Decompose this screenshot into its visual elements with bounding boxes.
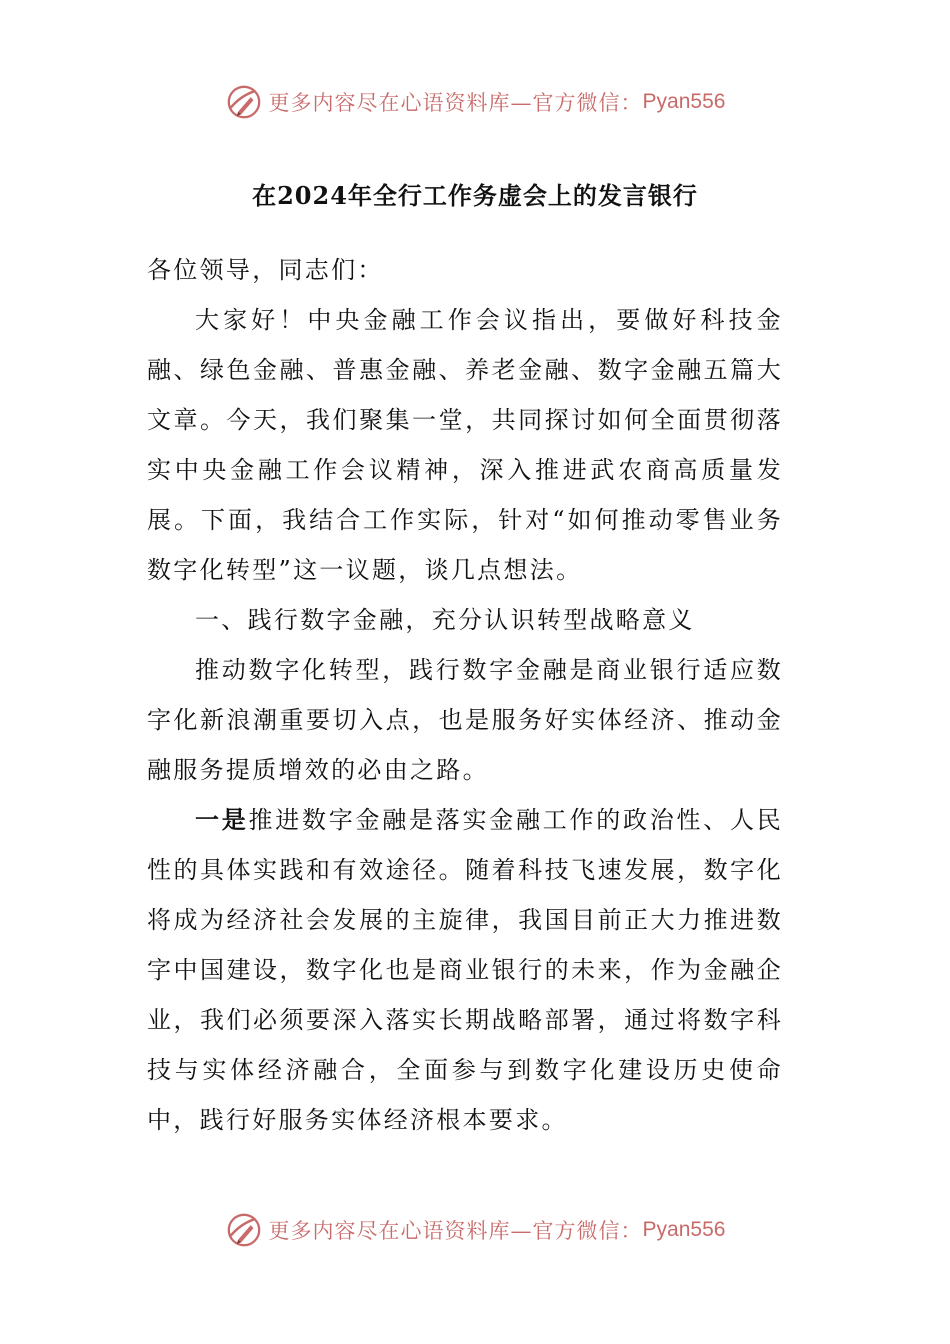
watermark-text: 更多内容尽在心语资料库—官方微信： bbox=[268, 91, 643, 115]
point-one-text: 推进数字金融是落实金融工作的政治性、人民性的具体实践和有效途径。随着科技飞速发展，数字化将成为经济社会发展的主旋律，我国目前正大力推进数字中国建设，数字化也是商业银行的未来，作为金融企业，我们必须要深入落实长期战略部署，通过将数字科技与实体经济融合，全面参与到数字化建设历史使命中，践行好服务实体经济根本要求。 bbox=[147, 806, 783, 1134]
paragraph-point-one bbox=[147, 795, 783, 1145]
pen-circle-logo-icon bbox=[225, 1211, 263, 1249]
watermark-text: 更多内容尽在心语资料库—官方微信： bbox=[268, 1219, 643, 1243]
document-body bbox=[147, 245, 783, 1145]
section-heading: 一、践行数字金融，充分认识转型战略意义 bbox=[195, 606, 695, 634]
point-one-lead: 一是 bbox=[195, 805, 249, 834]
header-watermark-banner bbox=[0, 80, 950, 124]
paragraph-intro: 大家好！中央金融工作会议指出，要做好科技金融、绿色金融、普惠金融、养老金融、数字金融五篇大文章。今天，我们聚集一堂，共同探讨如何全面贯彻落实中央金融工作会议精神，深入推进武农商高质量发展。下面，我结合工作实际，针对“如何推动零售业务数字化转型”这一议题，谈几点想法。 bbox=[147, 306, 783, 584]
pen-circle-logo-icon bbox=[225, 83, 263, 121]
watermark-wechat-id: Pyan556 bbox=[642, 1218, 726, 1241]
footer-watermark-banner bbox=[0, 1208, 950, 1252]
document-title: 在2024年全行工作务虚会上的发言银行 bbox=[252, 181, 698, 210]
watermark-wechat-id: Pyan556 bbox=[642, 90, 726, 113]
salutation: 各位领导，同志们： bbox=[147, 256, 384, 284]
paragraph-section-intro: 推动数字化转型，践行数字金融是商业银行适应数字化新浪潮重要切入点，也是服务好实体经济、推动金融服务提质增效的必由之路。 bbox=[147, 656, 783, 784]
